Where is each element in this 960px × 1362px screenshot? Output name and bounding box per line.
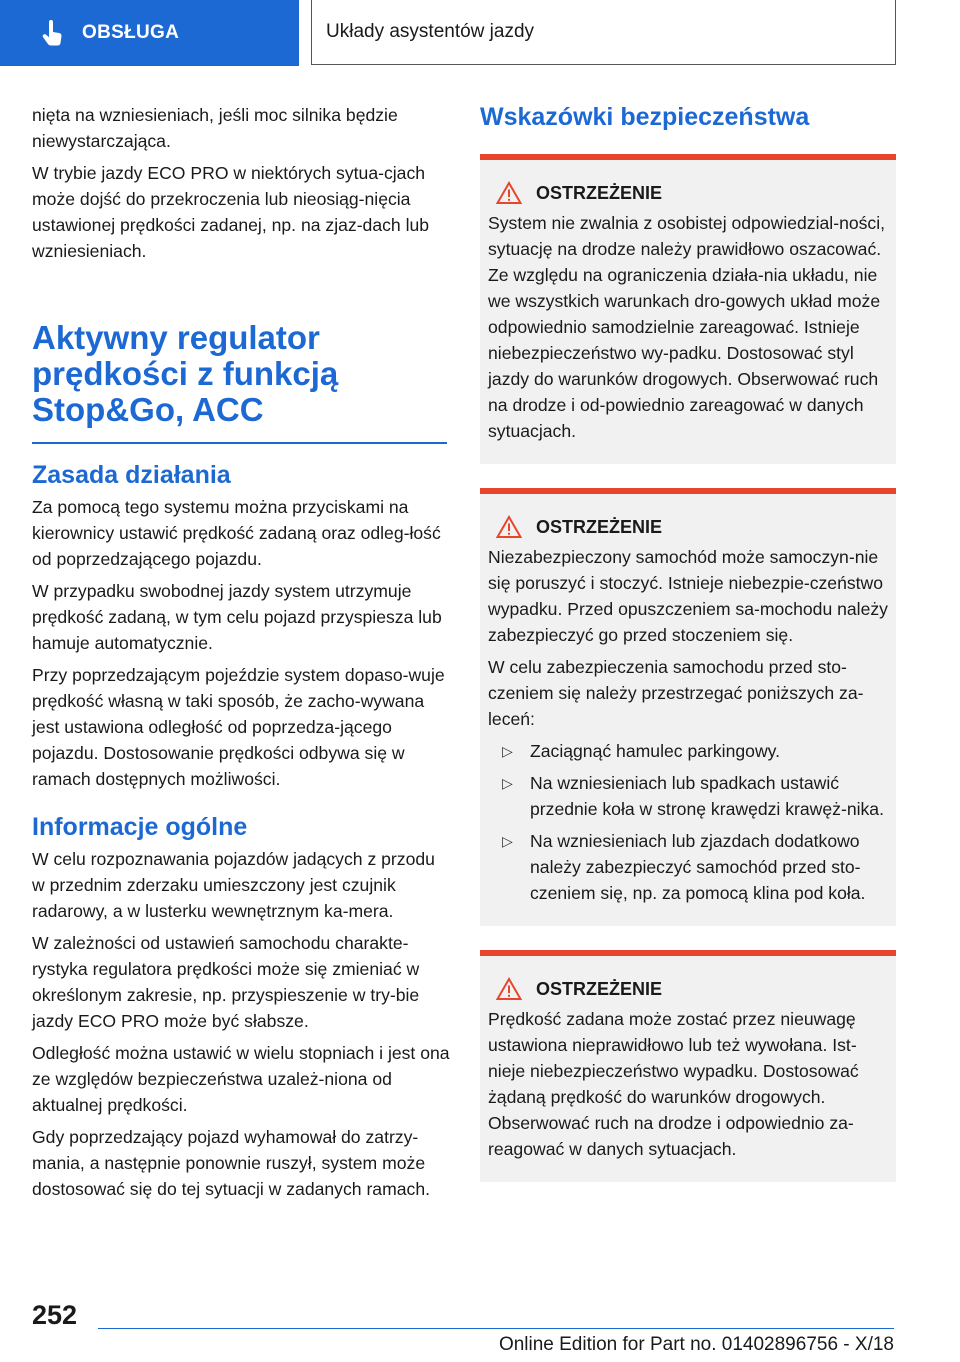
list-item [488, 738, 888, 764]
title-divider [32, 442, 447, 444]
warning-text: W celu zabezpieczenia samochodu przed sto-czeniem się należy przestrzegać poniższych za-leceń: [488, 657, 864, 729]
section-tab [0, 0, 299, 66]
paragraph: W celu rozpoznawania pojazdów jadących z przodu w przednim zderzaku umieszczony jest czujnik radarowy, a w lusterku wewnętrznym ka-mera. [32, 849, 435, 921]
warning-header [496, 180, 888, 206]
paragraph: Przy poprzedzającym pojeździe system dopaso-wuje prędkość własną w taki sposób, że zacho-wywana jest ustawiona odległość od poprzedza-jącego pojazdu. Dostosowanie prędkości odbywa się w ramach dostępnych możliwości. [32, 665, 445, 789]
intro-paragraph-2: W trybie jazdy ECO PRO w niektórych sytua-cjach może dojść do przekroczenia lub nieosiąg-nięcia ustawionej prędkości zadanej, np. na zjaz-dach lub wzniesieniach. [32, 163, 430, 261]
warning-header [496, 514, 888, 540]
paragraph: Gdy poprzedzający pojazd wyhamował do zatrzy-mania, a następnie ponownie ruszył, system może dostosować się do tej sytuacji w zadanych ramach. [32, 1127, 431, 1199]
safety-heading: Wskazówki bezpieczeństwa [480, 103, 810, 131]
hand-touch-icon [38, 18, 68, 48]
section-heading-general: Informacje ogólne [32, 813, 248, 841]
list-item [488, 828, 888, 906]
intro-paragraph-1: nięta na wzniesieniach, jeśli moc silnika będzie niewystarczająca. [32, 105, 398, 151]
paragraph: Odległość można ustawić w wielu stopniach i jest ona ze względów bezpieczeństwa uzależ-niona od aktualnej prędkości. [32, 1043, 450, 1115]
warning-title: OSTRZEŻENIE [536, 183, 663, 203]
right-column [480, 102, 896, 1206]
warning-text: System nie zwalnia z osobistej odpowiedzial-ności, sytuację na drodze należy prawidłowo oszacować. Ze względu na ograniczenia działa-nia układu, nie we wszystkich warunkach dro-gowych układ może odpowiednio samodzielnie zareagować. Istnieje niebezpieczeństwo wy-padku. Dostosować styl jazdy do warunków drogowych. Obserwować ruch na drodze i od-powiednio zareagować w danych sytuacjach. [488, 213, 886, 441]
chapter-title: Układy asystentów jazdy [326, 21, 535, 42]
list-item-text: Na wzniesieniach lub spadkach ustawić przednie koła w stronę krawędzi krawęż-nika. [530, 773, 884, 819]
footer-edition: Online Edition for Part no. 01402896756 - X/18 [498, 1334, 894, 1355]
bullet-triangle-icon: ▷ [502, 775, 513, 791]
footer-divider [98, 1328, 894, 1329]
bullet-triangle-icon: ▷ [502, 833, 513, 849]
warning-text: Prędkość zadana może zostać przez nieuwagę ustawiona nieprawidłowo lub też wywołana. Ist-nieje niebezpieczeństwo wypadku. Dostosować żądaną prędkość do warunków drogowych. Obserwować ruch na drodze i odpowiednio za-reagować w danych sytuacjach. [488, 1009, 859, 1159]
steps-list [488, 738, 888, 906]
paragraph: W przypadku swobodnej jazdy system utrzymuje prędkość zadaną, w tym celu pojazd przyspiesza lub hamuje automatycznie. [32, 581, 442, 653]
warning-title: OSTRZEŻENIE [536, 979, 663, 999]
warning-triangle-icon [496, 977, 522, 1001]
list-item [488, 770, 888, 822]
warning-triangle-icon [496, 515, 522, 539]
section-label: OBSŁUGA [82, 22, 180, 43]
warning-box [480, 950, 896, 1182]
page-number: 252 [32, 1300, 78, 1330]
warning-box [480, 154, 896, 464]
warning-box [480, 488, 896, 926]
left-column [32, 102, 450, 1208]
chapter-header [311, 0, 896, 65]
warning-header [496, 976, 888, 1002]
warning-title: OSTRZEŻENIE [536, 517, 663, 537]
warning-triangle-icon [496, 181, 522, 205]
section-heading-principle: Zasada działania [32, 461, 231, 489]
paragraph: W zależności od ustawień samochodu charakte-rystyka regulatora prędkości może się zmieniać w określonym zakresie, np. przyspieszenie w try-bie jazdy ECO PRO może być słabsze. [32, 933, 420, 1031]
bullet-triangle-icon: ▷ [502, 743, 513, 759]
list-item-text: Zaciągnąć hamulec parkingowy. [530, 741, 781, 761]
page-title: Aktywny regulator prędkości z funkcją Stop&Go, ACC [32, 319, 339, 428]
list-item-text: Na wzniesieniach lub zjazdach dodatkowo należy zabezpieczyć samochód przed sto-czeniem się, np. za pomocą klina pod koła. [530, 831, 866, 903]
warning-text: Niezabezpieczony samochód może samoczyn-nie się poruszyć i stoczyć. Istnieje niebezpie-czeństwo wypadku. Przed opuszczeniem sa-mochodu należy zabezpieczyć go przed stoczeniem się. [488, 547, 888, 645]
paragraph: Za pomocą tego systemu można przyciskami na kierownicy ustawić prędkość zadaną oraz odleg-łość od poprzedzającego pojazdu. [32, 497, 441, 569]
